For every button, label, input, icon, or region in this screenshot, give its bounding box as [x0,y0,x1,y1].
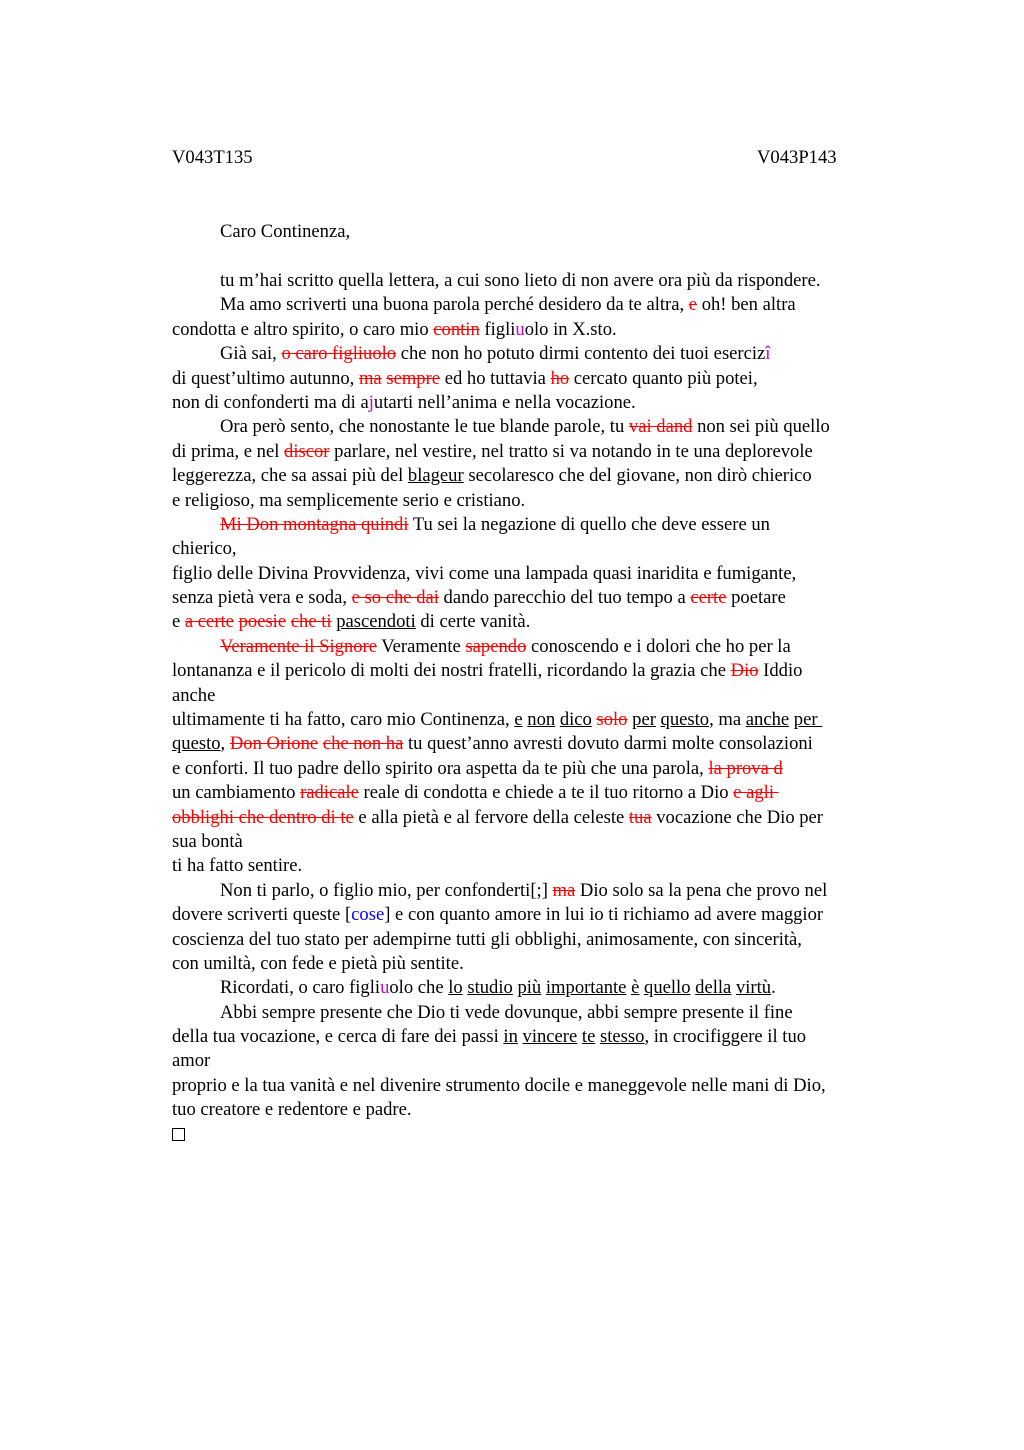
deleted-text: Veramente il Signore [220,635,377,657]
deleted-text: certe [690,587,727,609]
text-line [172,684,932,708]
underlined-text: per [632,709,656,731]
deleted-text: ho [550,367,570,389]
inserted-letter: u [515,318,525,340]
underlined-text: dico [559,709,592,731]
text-run: condotta e altro spirito, o caro mio [172,318,434,340]
text-run: e religioso, ma semplicemente serio e cristiano. [172,489,526,511]
text-run: senza pietà vera e soda, [172,587,352,609]
underlined-text: della [695,977,732,999]
text-run: che non ho potuto dirmi contento dei tuoi eserciz [396,343,766,365]
underlined-text: è [631,977,640,999]
deleted-text: vai dand [628,416,693,438]
underlined-text: per [793,709,823,731]
deleted-text: sapendo [465,635,527,657]
text-run: utarti nell’anima e nella vocazione. [373,391,636,413]
deleted-text: che ti [290,611,332,633]
underlined-text: più [517,977,542,999]
text-run: . [771,977,776,999]
text-run: Non ti parlo, o figlio mio, per confonderti[;] [220,879,553,901]
text-run: olo in X.sto. [524,318,617,340]
deleted-text: Dio [730,660,759,682]
text-run: un cambiamento [172,782,301,804]
text-run: e [172,611,185,633]
deleted-text: obblighi che dentro di te [172,806,354,828]
underlined-text: in [503,1026,518,1048]
inserted-letter: î [765,343,771,365]
underlined-text: anche [745,709,790,731]
underlined-text: virtù [735,977,772,999]
document-code-left: V043T135 [172,147,253,168]
text-line [172,415,932,439]
text-run: dando parecchio del tuo tempo a [438,587,691,609]
deleted-text: Don Orione [229,733,319,755]
underlined-text: non [527,709,556,731]
deleted-text: contin [433,318,480,340]
text-line [172,342,932,366]
underlined-text: studio [467,977,513,999]
text-run: , ma [709,709,746,731]
text-run: Già sai, [220,343,282,365]
text-run: reale di condotta e chiede a te il tuo ritorno a Dio [358,782,734,804]
document-code-right: V043P143 [757,147,837,168]
text-line [172,976,932,1000]
deleted-text: e so che dai [351,587,439,609]
text-run: , in crocifiggere il tuo [644,1026,807,1048]
text-line [172,757,932,781]
inserted-letter: j [368,391,374,413]
text-line [172,537,932,561]
text-run: amor [172,1050,211,1072]
text-line [172,586,932,610]
text-run: parlare, nel vestire, nel tratto si va notando in te una deplorevole [329,440,813,462]
text-run: di certe vanità. [415,611,531,633]
underlined-text: te [581,1026,596,1048]
underlined-text: stesso [600,1026,645,1048]
deleted-text: tua [628,806,652,828]
text-run: , [220,733,230,755]
editorial-addition: cose [351,904,385,926]
underlined-text: importante [545,977,627,999]
text-line [172,293,932,317]
text-run: chierico, [172,538,237,560]
text-run: e alla pietà e al fervore della celeste [353,806,629,828]
text-run: Caro Continenza, [220,221,351,242]
deleted-text: ma [552,879,576,901]
text-line [172,928,932,952]
underlined-text: questo [172,733,221,755]
text-run: oh! ben altra [697,294,796,316]
text-run: Ora però sento, che nonostante le tue blande parole, tu [220,416,629,438]
text-line [172,1025,932,1049]
text-run: della tua vocazione, e cerca di fare dei passi [172,1026,504,1048]
text-run: Veramente [376,635,466,657]
text-run: sua bontà [172,830,243,852]
text-run: figlio delle Divina Provvidenza, vivi come una lampada quasi inaridita e fumigante, [172,562,797,584]
end-mark-box-icon [172,1128,185,1141]
text-line [172,489,932,513]
text-line [172,952,932,976]
text-run: vocazione che Dio per [651,806,824,828]
deleted-text: o caro figliuolo [281,343,397,365]
end-of-text-line [172,1123,932,1147]
text-line [172,318,932,342]
deleted-text: discor [284,440,330,462]
text-line [172,659,932,683]
text-run: con umiltà, con fede e pietà più sentite. [172,952,464,974]
text-run: dovere scriverti queste [ [172,904,352,926]
text-run: tuo creatore e redentore e padre. [172,1099,412,1121]
text-run: tu m’hai scritto quella lettera, a cui sono lieto di non avere ora più da rispondere. [220,269,821,291]
text-run: poetare [726,587,786,609]
underlined-text: pascendoti [336,611,416,633]
text-line [172,391,932,415]
text-run: conoscendo e i dolori che ho per la [526,635,791,657]
text-line [172,464,932,488]
text-run: Dio solo sa la pena che provo nel [575,879,828,901]
text-run: leggerezza, che sa assai più del [172,465,408,487]
underlined-text: questo [660,709,710,731]
text-line [172,903,932,927]
text-line [172,732,932,756]
text-run: ultimamente ti ha fatto, caro mio Continenza, [172,709,515,731]
text-line [172,269,932,293]
text-line [172,708,932,732]
text-run: Ricordati, o caro figli [220,977,381,999]
text-line [172,806,932,830]
text-run: Abbi sempre presente che Dio ti vede dovunque, abbi sempre presente il fine [220,1001,793,1023]
text-run: non di confonderti ma di a [172,391,369,413]
text-run: non sei più quello [692,416,830,438]
salutation-line [172,220,932,244]
deleted-text: la prova d [708,757,783,779]
text-line [172,1049,932,1073]
text-line [172,781,932,805]
text-run: di quest’ultimo autunno, [172,367,359,389]
underlined-text: e [514,709,523,731]
text-line [172,1074,932,1098]
text-run: proprio e la tua vanità e nel divenire strumento docile e maneggevole nelle mani di Dio, [172,1074,826,1096]
text-line [172,562,932,586]
text-run: cercato quanto più potei, [569,367,758,389]
text-line [172,635,932,659]
text-run: ti ha fatto sentire. [172,855,303,877]
text-line [172,513,932,537]
text-line [172,830,932,854]
text-run: figli [479,318,516,340]
deleted-text: poesie [238,611,287,633]
text-run: Tu sei la negazione di quello che deve essere un [408,513,770,535]
text-line [172,1098,932,1122]
deleted-text: a certe [184,611,234,633]
text-line [172,879,932,903]
text-line [172,1001,932,1025]
text-run: ed ho tuttavia [440,367,551,389]
text-run: Iddio [758,660,803,682]
text-line [172,440,932,464]
text-run: e conforti. Il tuo padre dello spirito ora aspetta da te più che una parola, [172,757,709,779]
text-run: lontananza e il pericolo di molti dei nostri fratelli, ricordando la grazia che [172,660,731,682]
inserted-letter: u [380,977,390,999]
underlined-text: blageur [407,465,464,487]
text-run: ] e con quanto amore in lui io ti richiamo ad avere maggior [384,904,824,926]
deleted-text: sempre [386,367,441,389]
text-run: tu quest’anno avresti dovuto darmi molte consolazioni [403,733,813,755]
text-line [172,854,932,878]
deleted-text: e [688,294,698,316]
deleted-text: e agli [733,782,779,804]
text-run: anche [172,684,216,706]
text-run: secolaresco che del giovane, non dirò chierico [463,465,812,487]
letter-body [172,220,932,1147]
underlined-text: lo [448,977,463,999]
deleted-text: Mi Don montagna quindi [220,513,409,535]
deleted-text: ma [358,367,382,389]
text-run: Ma amo scriverti una buona parola perché desidero da te altra, [220,294,689,316]
text-run: coscienza del tuo stato per adempirne tutti gli obblighi, animosamente, con sincerità, [172,928,802,950]
underlined-text: quello [644,977,691,999]
text-run: olo che [389,977,449,999]
text-line [172,610,932,634]
deleted-text: che non ha [322,733,404,755]
text-line [172,367,932,391]
deleted-text: radicale [300,782,359,804]
text-run: di prima, e nel [172,440,285,462]
deleted-text: solo [596,709,628,731]
underlined-text: vincere [522,1026,578,1048]
